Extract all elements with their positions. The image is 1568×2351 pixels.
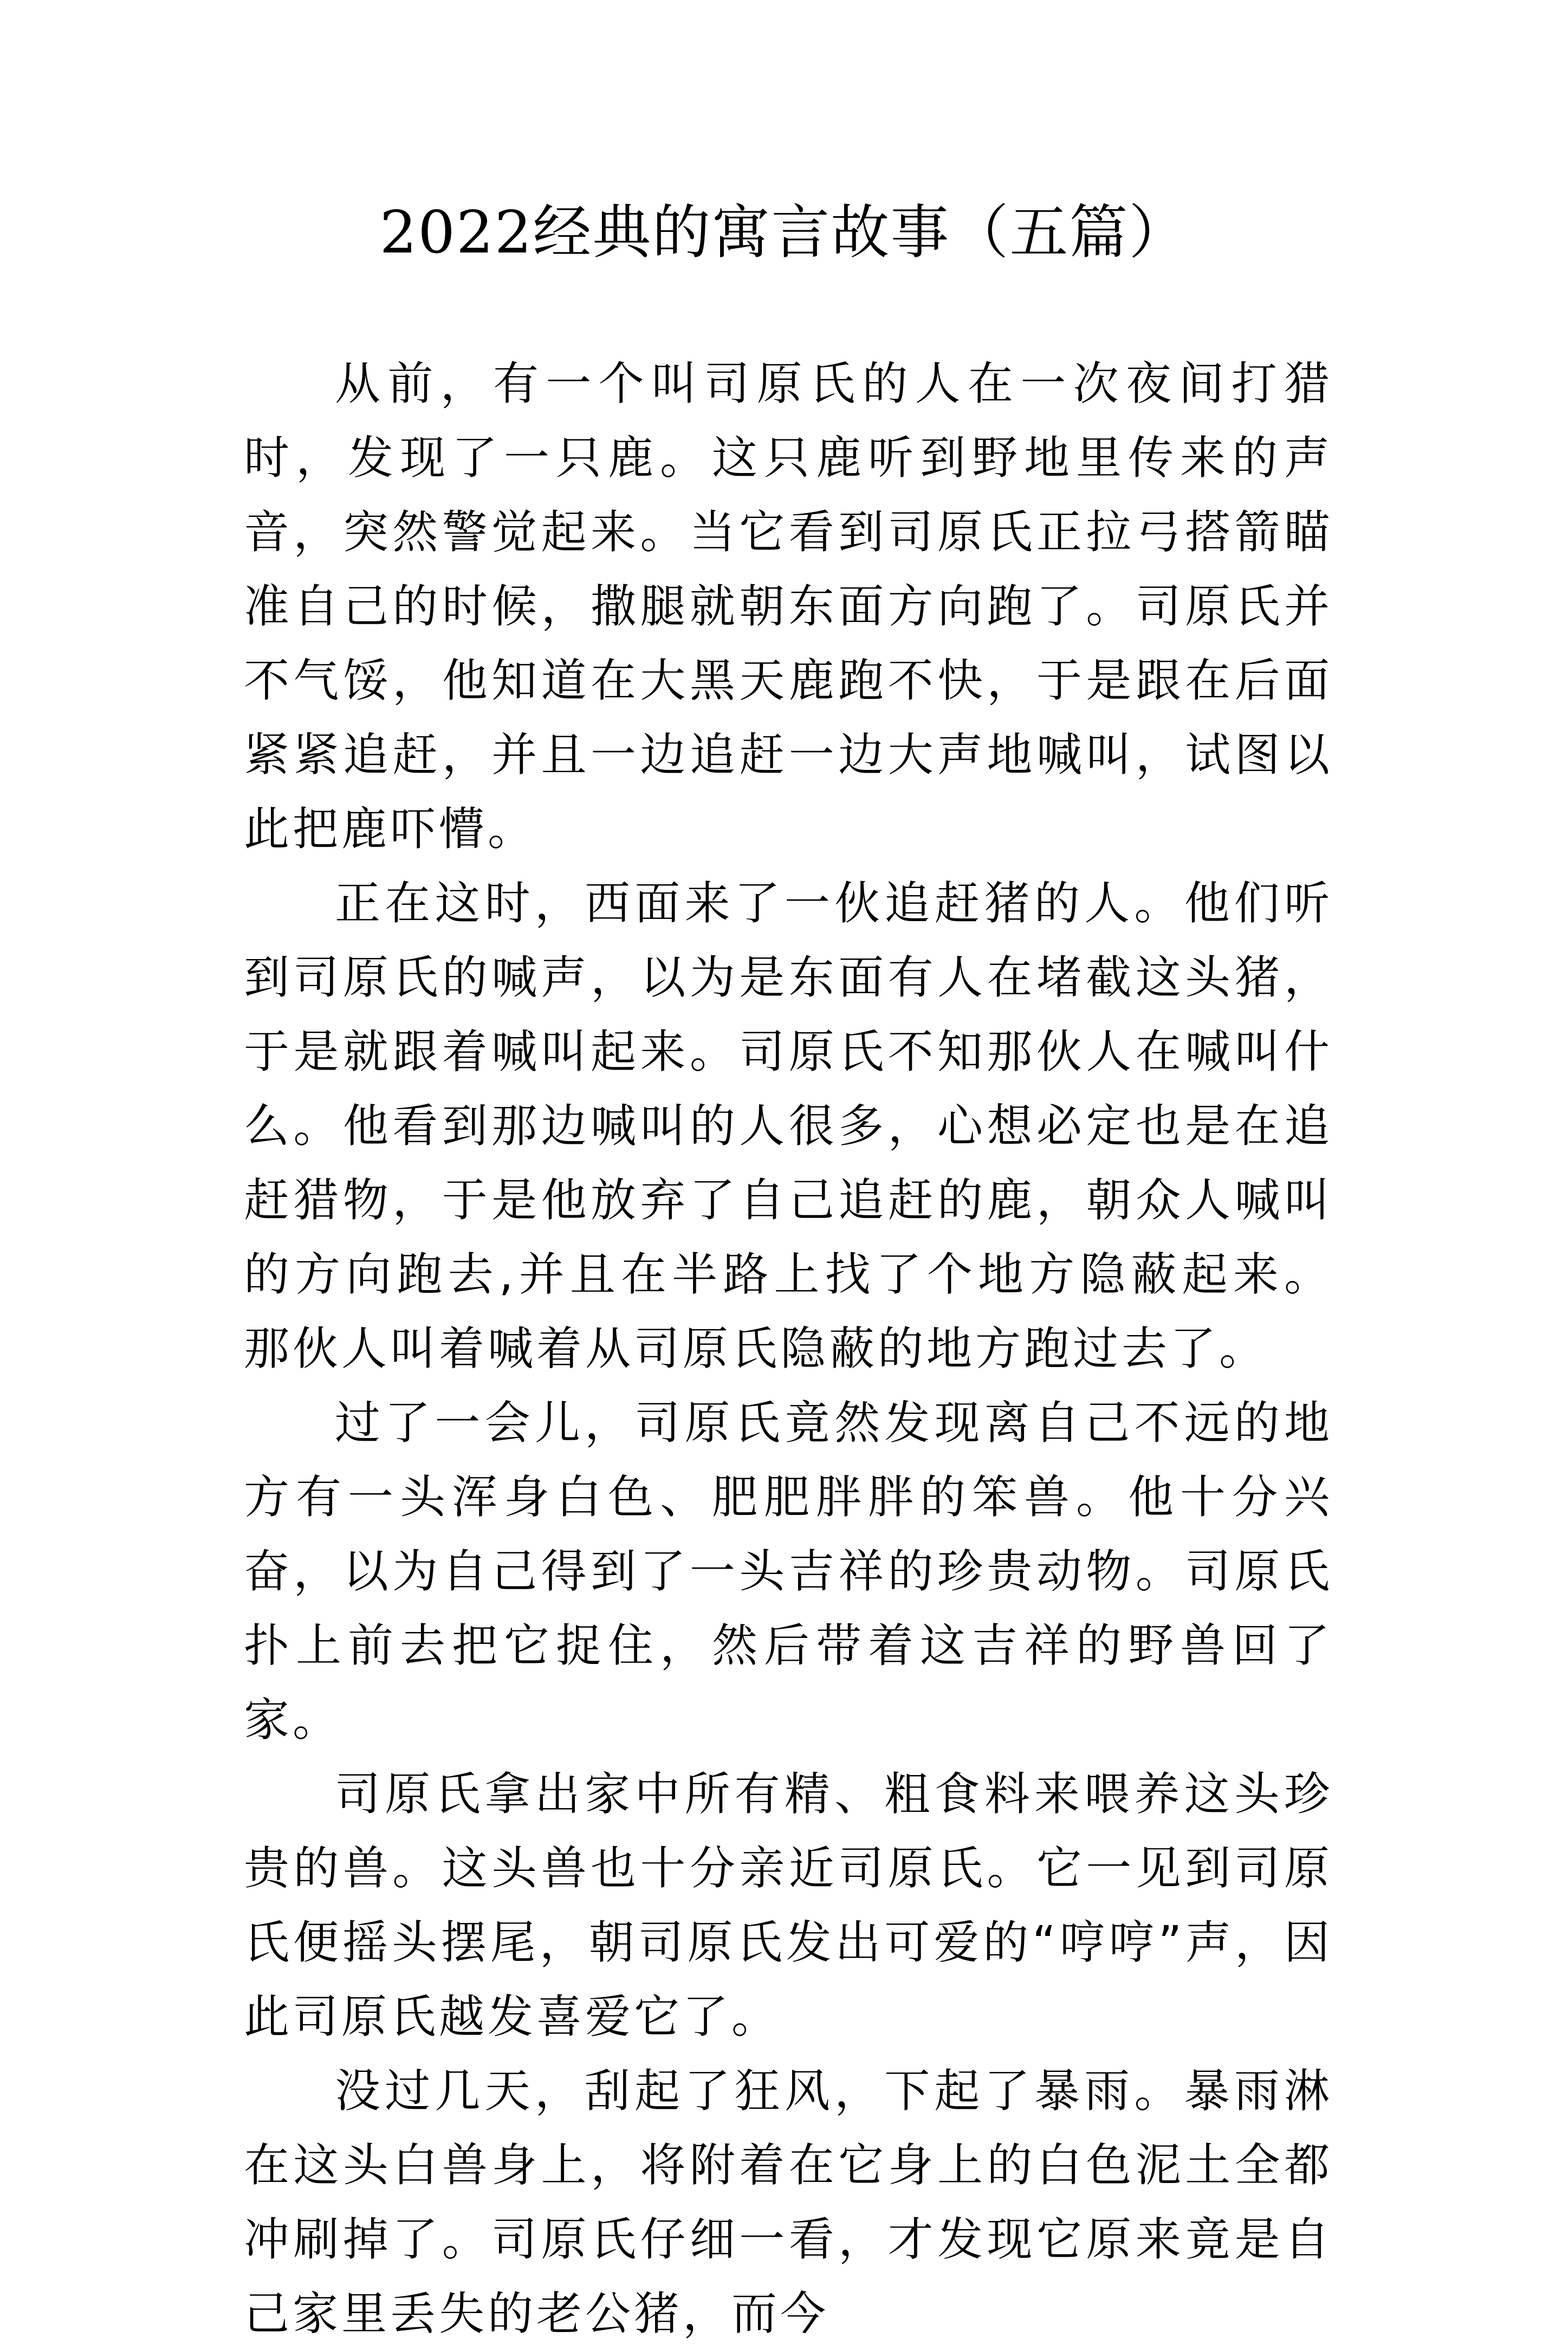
paragraph: 从前，有一个叫司原氏的人在一次夜间打猎时，发现了一只鹿。这只鹿听到野地里传来的声音，突然警觉起来。当它看到司原氏正拉弓搭箭瞄准自己的时候，撒腿就朝东面方向跑了。司原氏并不气馁，他知道在大黑天鹿跑不快，于是跟在后面紧紧追赶，并且一边追赶一边大声地喊叫，试图以此把鹿吓懵。 (244, 357, 1333, 856)
paragraph: 司原氏拿出家中所有精、粗食料来喂养这头珍贵的兽。这头兽也十分亲近司原氏。它一见到司原氏便摇头摆尾，朝司原氏发出可爱的“哼哼”声，因此司原氏越发喜爱它了。 (244, 1767, 1333, 2043)
paragraph: 正在这时，西面来了一伙追赶猪的人。他们听到司原氏的喊声，以为是东面有人在堵截这头猪，于是就跟着喊叫起来。司原氏不知那伙人在喊叫什么。他看到那边喊叫的人很多，心想必定也是在追赶猎物，于是他放弃了自己追赶的鹿，朝众人喊叫的方向跑去,并且在半路上找了个地方隐蔽起来。那伙人叫着喊着从司原氏隐蔽的地方跑过去了。 (244, 877, 1333, 1375)
paragraph: 过了一会儿，司原氏竟然发现离自己不远的地方有一头浑身白色、肥肥胖胖的笨兽。他十分兴奋，以为自己得到了一头吉祥的珍贵动物。司原氏扑上前去把它捉住，然后带着这吉祥的野兽回了家。 (244, 1396, 1333, 1746)
paragraph: 没过几天，刮起了狂风，下起了暴雨。暴雨淋在这头白兽身上，将附着在它身上的白色泥土全都冲刷掉了。司原氏仔细一看，才发现它原来竟是自己家里丢失的老公猪，而今 (244, 2064, 1333, 2340)
document-title: 2022经典的寓言故事（五篇） (379, 199, 1189, 267)
document-body (244, 347, 1333, 2351)
